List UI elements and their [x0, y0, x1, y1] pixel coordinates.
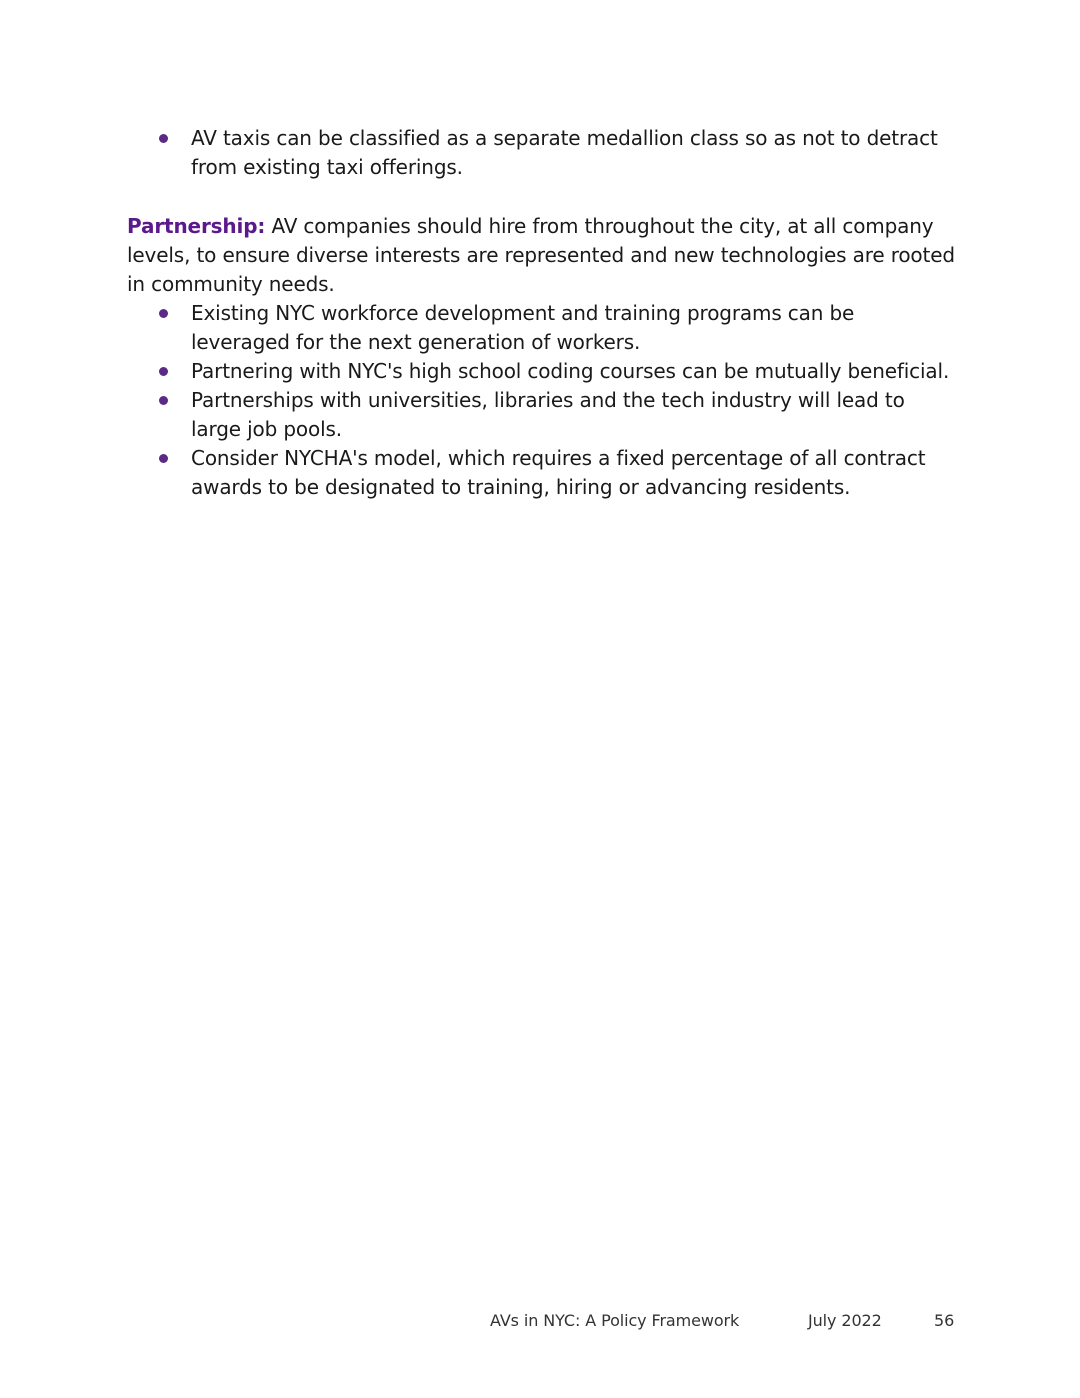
bullet-dot-icon	[159, 309, 168, 318]
bullet-dot-icon	[159, 134, 168, 143]
bullet-text: AV taxis can be classified as a separate medallion class so as not to detract from existing taxi offerings.	[191, 126, 938, 179]
bullet-dot-icon	[159, 367, 168, 376]
footer-page-number: 56	[934, 1311, 955, 1330]
bullet-text: Partnering with NYC's high school coding courses can be mutually beneficial.	[191, 359, 950, 383]
list-item	[127, 299, 957, 357]
footer-document-title: AVs in NYC: A Policy Framework	[490, 1311, 740, 1330]
bullet-text: Existing NYC workforce development and training programs can be leveraged for the next generation of workers.	[191, 301, 855, 354]
list-item	[127, 386, 957, 444]
taxi-bullet-list	[127, 124, 957, 182]
partnership-label: Partnership:	[127, 214, 266, 238]
bullet-dot-icon	[159, 454, 168, 463]
list-item	[127, 444, 957, 502]
bullet-text: Partnerships with universities, libraries and the tech industry will lead to large job pools.	[191, 388, 905, 441]
partnership-paragraph	[127, 212, 957, 299]
bullet-dot-icon	[159, 396, 168, 405]
footer-date: July 2022	[808, 1311, 882, 1330]
bullet-text: Consider NYCHA's model, which requires a fixed percentage of all contract awards to be designated to training, hiring or advancing residents.	[191, 446, 926, 499]
partnership-bullet-list	[127, 299, 957, 502]
list-item	[127, 124, 957, 182]
partnership-text: AV companies should hire from throughout the city, at all company levels, to ensure diverse interests are represented and new technologies are rooted in community needs.	[127, 214, 955, 296]
list-item	[127, 357, 957, 386]
